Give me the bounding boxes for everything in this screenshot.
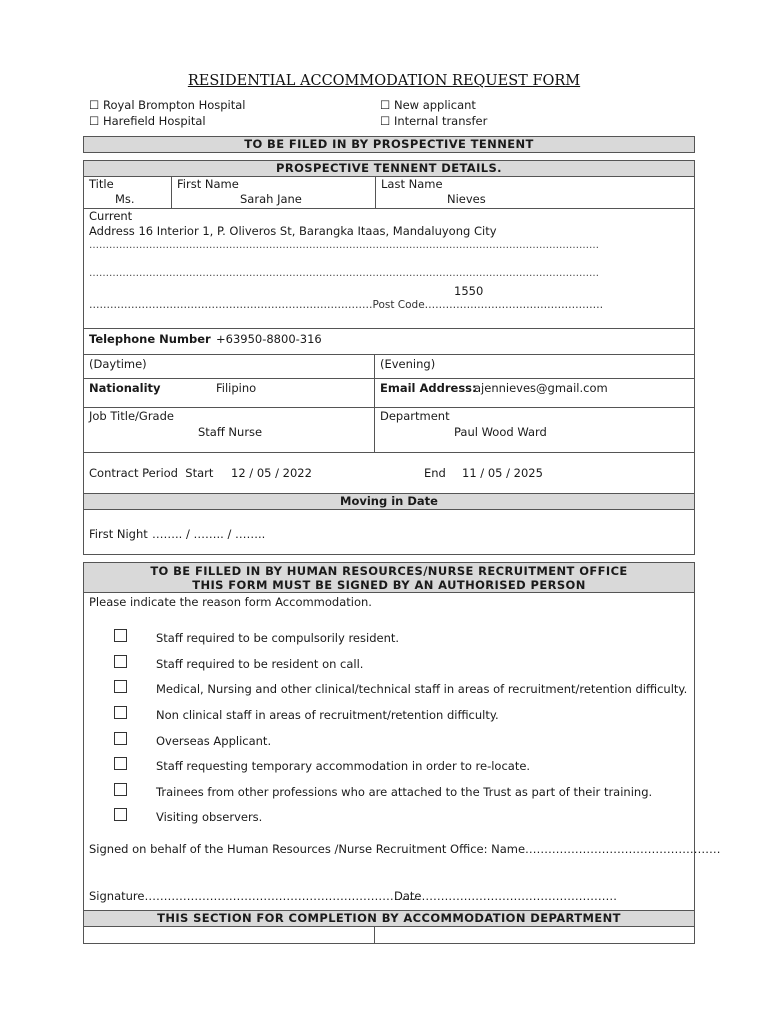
form-title: RESIDENTIAL ACCOMMODATION REQUEST FORM [187,73,581,89]
reason-checkbox-6[interactable] [114,757,127,770]
contract-start-value[interactable]: 12 / 05 / 2022 [231,466,312,480]
address-dotted-line-1[interactable]: ……………………………………………………………………………………………………………………………………… [89,240,599,251]
reason-checkbox-8[interactable] [114,808,127,821]
nationality-label: Nationality [89,381,161,395]
department-value[interactable]: Paul Wood Ward [454,425,547,439]
reason-checkbox-1[interactable] [114,629,127,642]
address-dotted-line-2[interactable]: ……………………………………………………………………………………………………………………………………… [89,268,599,279]
contract-end-value[interactable]: 11 / 05 / 2025 [462,466,543,480]
hr-banner-line-1: TO BE FILLED IN BY HUMAN RESOURCES/NURSE RECRUITMENT OFFICE [150,564,628,578]
reason-label-6: Staff requesting temporary accommodation in order to re-locate. [156,759,531,773]
hr-section-banner [83,562,695,593]
first-night-value[interactable]: …….. / …….. / …….. [152,527,266,541]
first-name-value[interactable]: Sarah Jane [240,192,302,206]
hr-banner-line-2: THIS FORM MUST BE SIGNED BY AN AUTHORISED PERSON [192,578,586,592]
address-line[interactable]: Address 16 Interior 1, P. Oliveros St, Barangka Itaas, Mandaluyong City [89,224,497,238]
reason-checkbox-4[interactable] [114,706,127,719]
job-title-value[interactable]: Staff Nurse [198,425,263,439]
reason-label-3: Medical, Nursing and other clinical/technical staff in areas of recruitment/retention difficulty. [156,682,688,696]
reason-label-1: Staff required to be compulsorily resident. [156,631,400,645]
current-label: Current [89,209,133,223]
moving-in-date-header: Moving in Date [83,493,695,510]
reason-label-7: Trainees from other professions who are attached to the Trust as part of their training. [156,785,653,799]
department-label: Department [380,409,450,423]
daytime-label: (Daytime) [89,357,147,371]
job-title-label: Job Title/Grade [89,409,174,423]
reason-label-2: Staff required to be resident on call. [156,657,364,671]
telephone-label: Telephone Number [89,332,211,346]
accommodation-section-banner: THIS SECTION FOR COMPLETION BY ACCOMMODATION DEPARTMENT [83,910,695,927]
signed-on-behalf-line[interactable]: Signed on behalf of the Human Resources /Nurse Recruitment Office: Name…………………………………………… [89,842,721,856]
reason-label-4: Non clinical staff in areas of recruitment/retention difficulty. [156,708,499,722]
section1-banner: TO BE FILED IN BY PROSPECTIVE TENNENT [83,136,695,153]
contract-period-label: Contract Period Start [89,466,214,480]
last-name-label: Last Name [381,177,443,191]
first-name-label: First Name [177,177,239,191]
reason-checkbox-7[interactable] [114,783,127,796]
reason-checkbox-5[interactable] [114,732,127,745]
applicant-option-new[interactable]: ☐ New applicant [380,98,476,112]
hospital-option-royal-brompton[interactable]: ☐ Royal Brompton Hospital [89,98,246,112]
last-name-value[interactable]: Nieves [447,192,486,206]
applicant-option-internal-transfer[interactable]: ☐ Internal transfer [380,114,488,128]
signature-line[interactable]: Signature……………………………………………………………… [89,889,421,903]
post-code-line: ………………………………………………………………………Post Code…………………………………………… [89,299,604,311]
email-value[interactable]: ajennieves@gmail.com [474,381,608,395]
title-value[interactable]: Ms. [115,192,135,206]
evening-label: (Evening) [380,357,436,371]
reason-label-5: Overseas Applicant. [156,734,272,748]
nationality-value[interactable]: Filipino [216,381,257,395]
post-code-value[interactable]: 1550 [454,284,484,298]
reason-checkbox-3[interactable] [114,680,127,693]
first-night-label: First Night [89,527,148,541]
reason-prompt: Please indicate the reason form Accommodation. [89,595,372,609]
email-label: Email Address: [380,381,477,395]
reason-checkbox-2[interactable] [114,655,127,668]
title-label: Title [89,177,114,191]
reason-label-8: Visiting observers. [156,810,263,824]
date-line[interactable]: Date…………………………………………… [394,889,617,903]
telephone-value[interactable]: +63950-8800-316 [216,332,322,346]
accommodation-row [83,926,695,944]
hospital-option-harefield[interactable]: ☐ Harefield Hospital [89,114,206,128]
contract-end-label: End [424,466,446,480]
tenant-details-header: PROSPECTIVE TENNENT DETAILS. [83,160,695,177]
